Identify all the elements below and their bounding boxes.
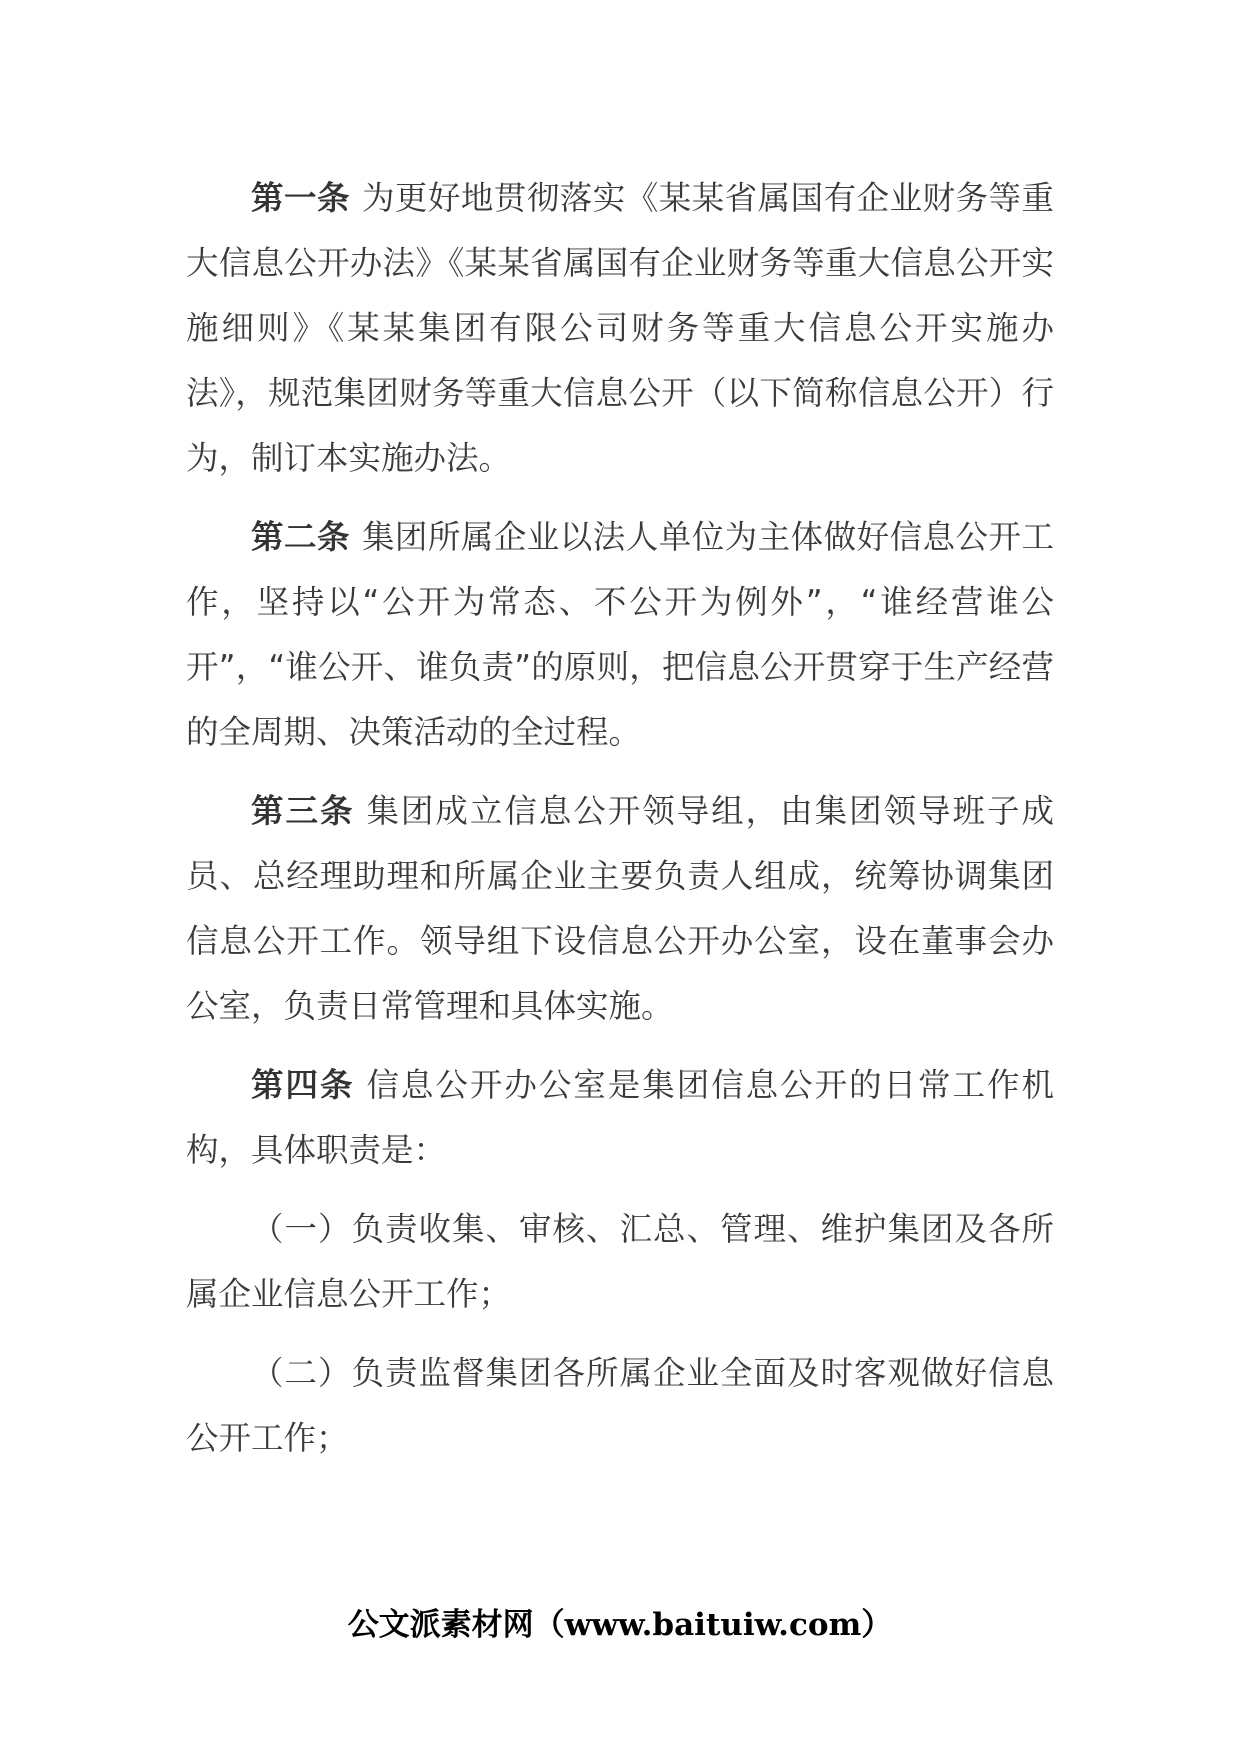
footer-watermark: 公文派素材网（www.baituiw.com） (347, 1607, 893, 1643)
article-2-label: 第二条 (251, 518, 350, 556)
article-2-text: 集团所属企业以法人单位为主体做好信息公开工作，坚持以“公开为常态、不公开为例外”，“谁经营谁公开”，“谁公开、谁负责”的原则，把信息公开贯穿于生产经营的全周期、决策活动的全过程。 (186, 518, 1054, 751)
list-item-2 (186, 1341, 1054, 1471)
article-1-text: 为更好地贯彻落实《某某省属国有企业财务等重大信息公开办法》《某某省属国有企业财务等重大信息公开实施细则》《某某集团有限公司财务等重大信息公开实施办法》，规范集团财务等重大信息公开（以下简称信息公开）行为，制订本实施办法。 (186, 179, 1054, 477)
article-4-text: 信息公开办公室是集团信息公开的日常工作机构，具体职责是： (186, 1066, 1054, 1169)
list-item-1-text: （一）负责收集、审核、汇总、管理、维护集团及各所属企业信息公开工作； (186, 1210, 1054, 1313)
list-item-1 (186, 1197, 1054, 1327)
article-1 (186, 166, 1054, 491)
document-body (186, 166, 1054, 1485)
article-4-label: 第四条 (251, 1066, 355, 1104)
list-item-2-text: （二）负责监督集团各所属企业全面及时客观做好信息公开工作； (186, 1354, 1054, 1457)
article-1-label: 第一条 (251, 179, 350, 217)
article-4 (186, 1053, 1054, 1183)
article-3-text: 集团成立信息公开领导组，由集团领导班子成员、总经理助理和所属企业主要负责人组成，统筹协调集团信息公开工作。领导组下设信息公开办公室，设在董事会办公室，负责日常管理和具体实施。 (186, 792, 1054, 1025)
article-3-label: 第三条 (251, 792, 355, 830)
article-3 (186, 779, 1054, 1039)
article-2 (186, 505, 1054, 765)
